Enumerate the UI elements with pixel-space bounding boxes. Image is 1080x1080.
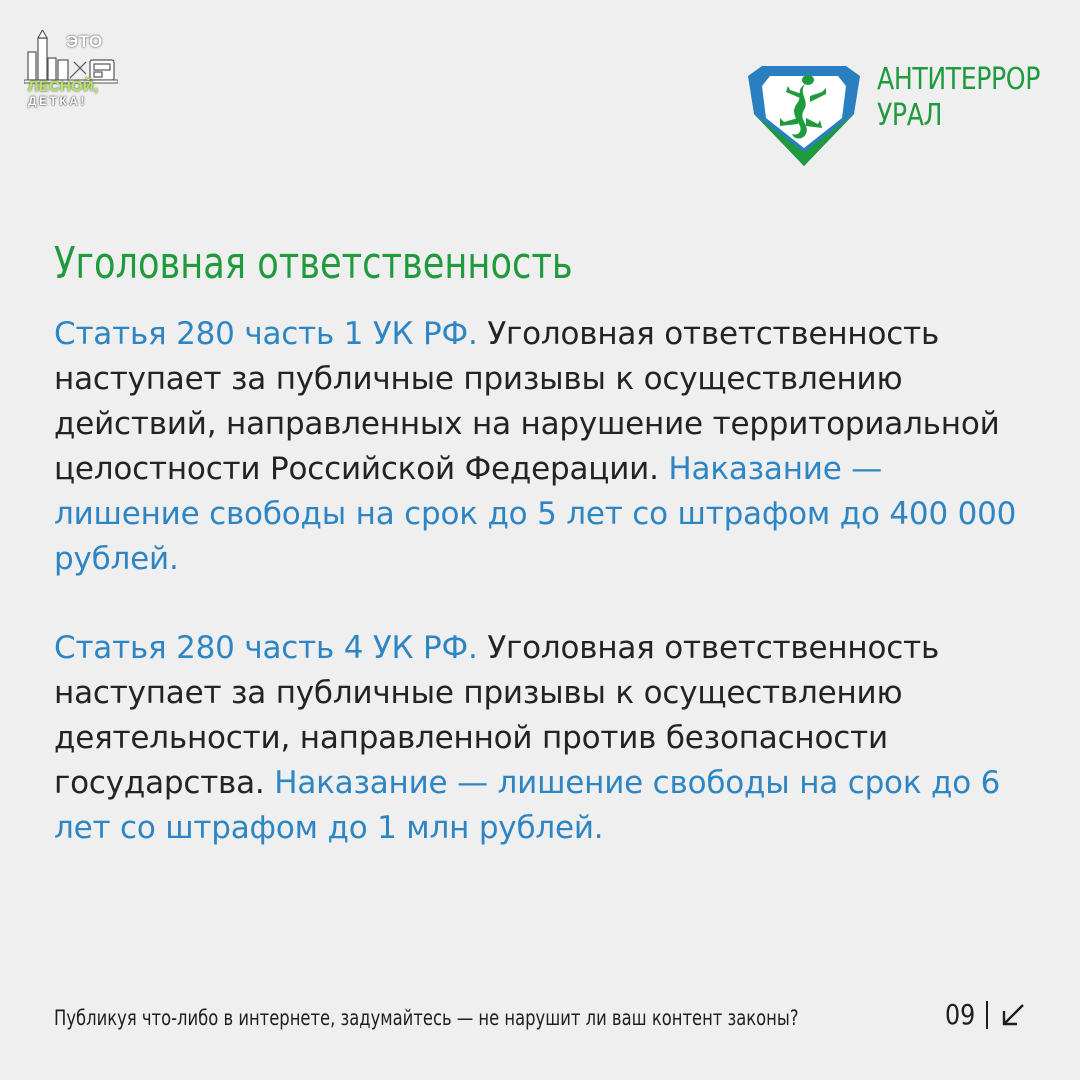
- arrow-down-left-icon: [999, 1001, 1027, 1029]
- article-reference: Статья 280 часть 1 УК РФ.: [54, 316, 478, 352]
- article-penalty: Наказание — лишение свободы на срок до 6 лет со штрафом до 1 млн рублей.: [54, 765, 1001, 846]
- page-number: 09: [945, 998, 976, 1031]
- article-reference: Статья 280 часть 4 УК РФ.: [54, 630, 478, 666]
- eto-lesnoy-logo: [24, 30, 118, 112]
- article-paragraph-1: [54, 312, 1034, 582]
- brand-name: [877, 62, 1040, 134]
- page-divider: [986, 1001, 988, 1029]
- article-penalty: Наказание — лишение свободы на срок до 5 лет со штрафом до 400 000 рублей.: [54, 451, 1017, 577]
- footer-note: Публикуя что-либо в интернете, задумайтесь — не нарушит ли ваш контент законы?: [54, 1006, 799, 1030]
- lizard-shield-icon: [748, 56, 860, 168]
- page-title: Уголовная ответственность: [54, 238, 573, 289]
- logo-line-2: ЛЕСНОЙ,: [28, 78, 99, 95]
- brand-line-1: АНТИТЕРРОР: [877, 62, 1040, 97]
- logo-line-3: ДЕТКА!: [28, 94, 87, 108]
- brand-line-2: УРАЛ: [877, 98, 943, 133]
- article-description: Уголовная ответственность наступает за публичные призывы к осуществлению действий, направленных на нарушение территориальной целостности Российской Федерации.: [54, 316, 1000, 487]
- article-description: Уголовная ответственность наступает за публичные призывы к осуществлению деятельности, направленной против безопасности государства.: [54, 630, 940, 801]
- logo-line-1: ЭТО: [66, 32, 103, 51]
- article-paragraph-2: [54, 626, 1034, 851]
